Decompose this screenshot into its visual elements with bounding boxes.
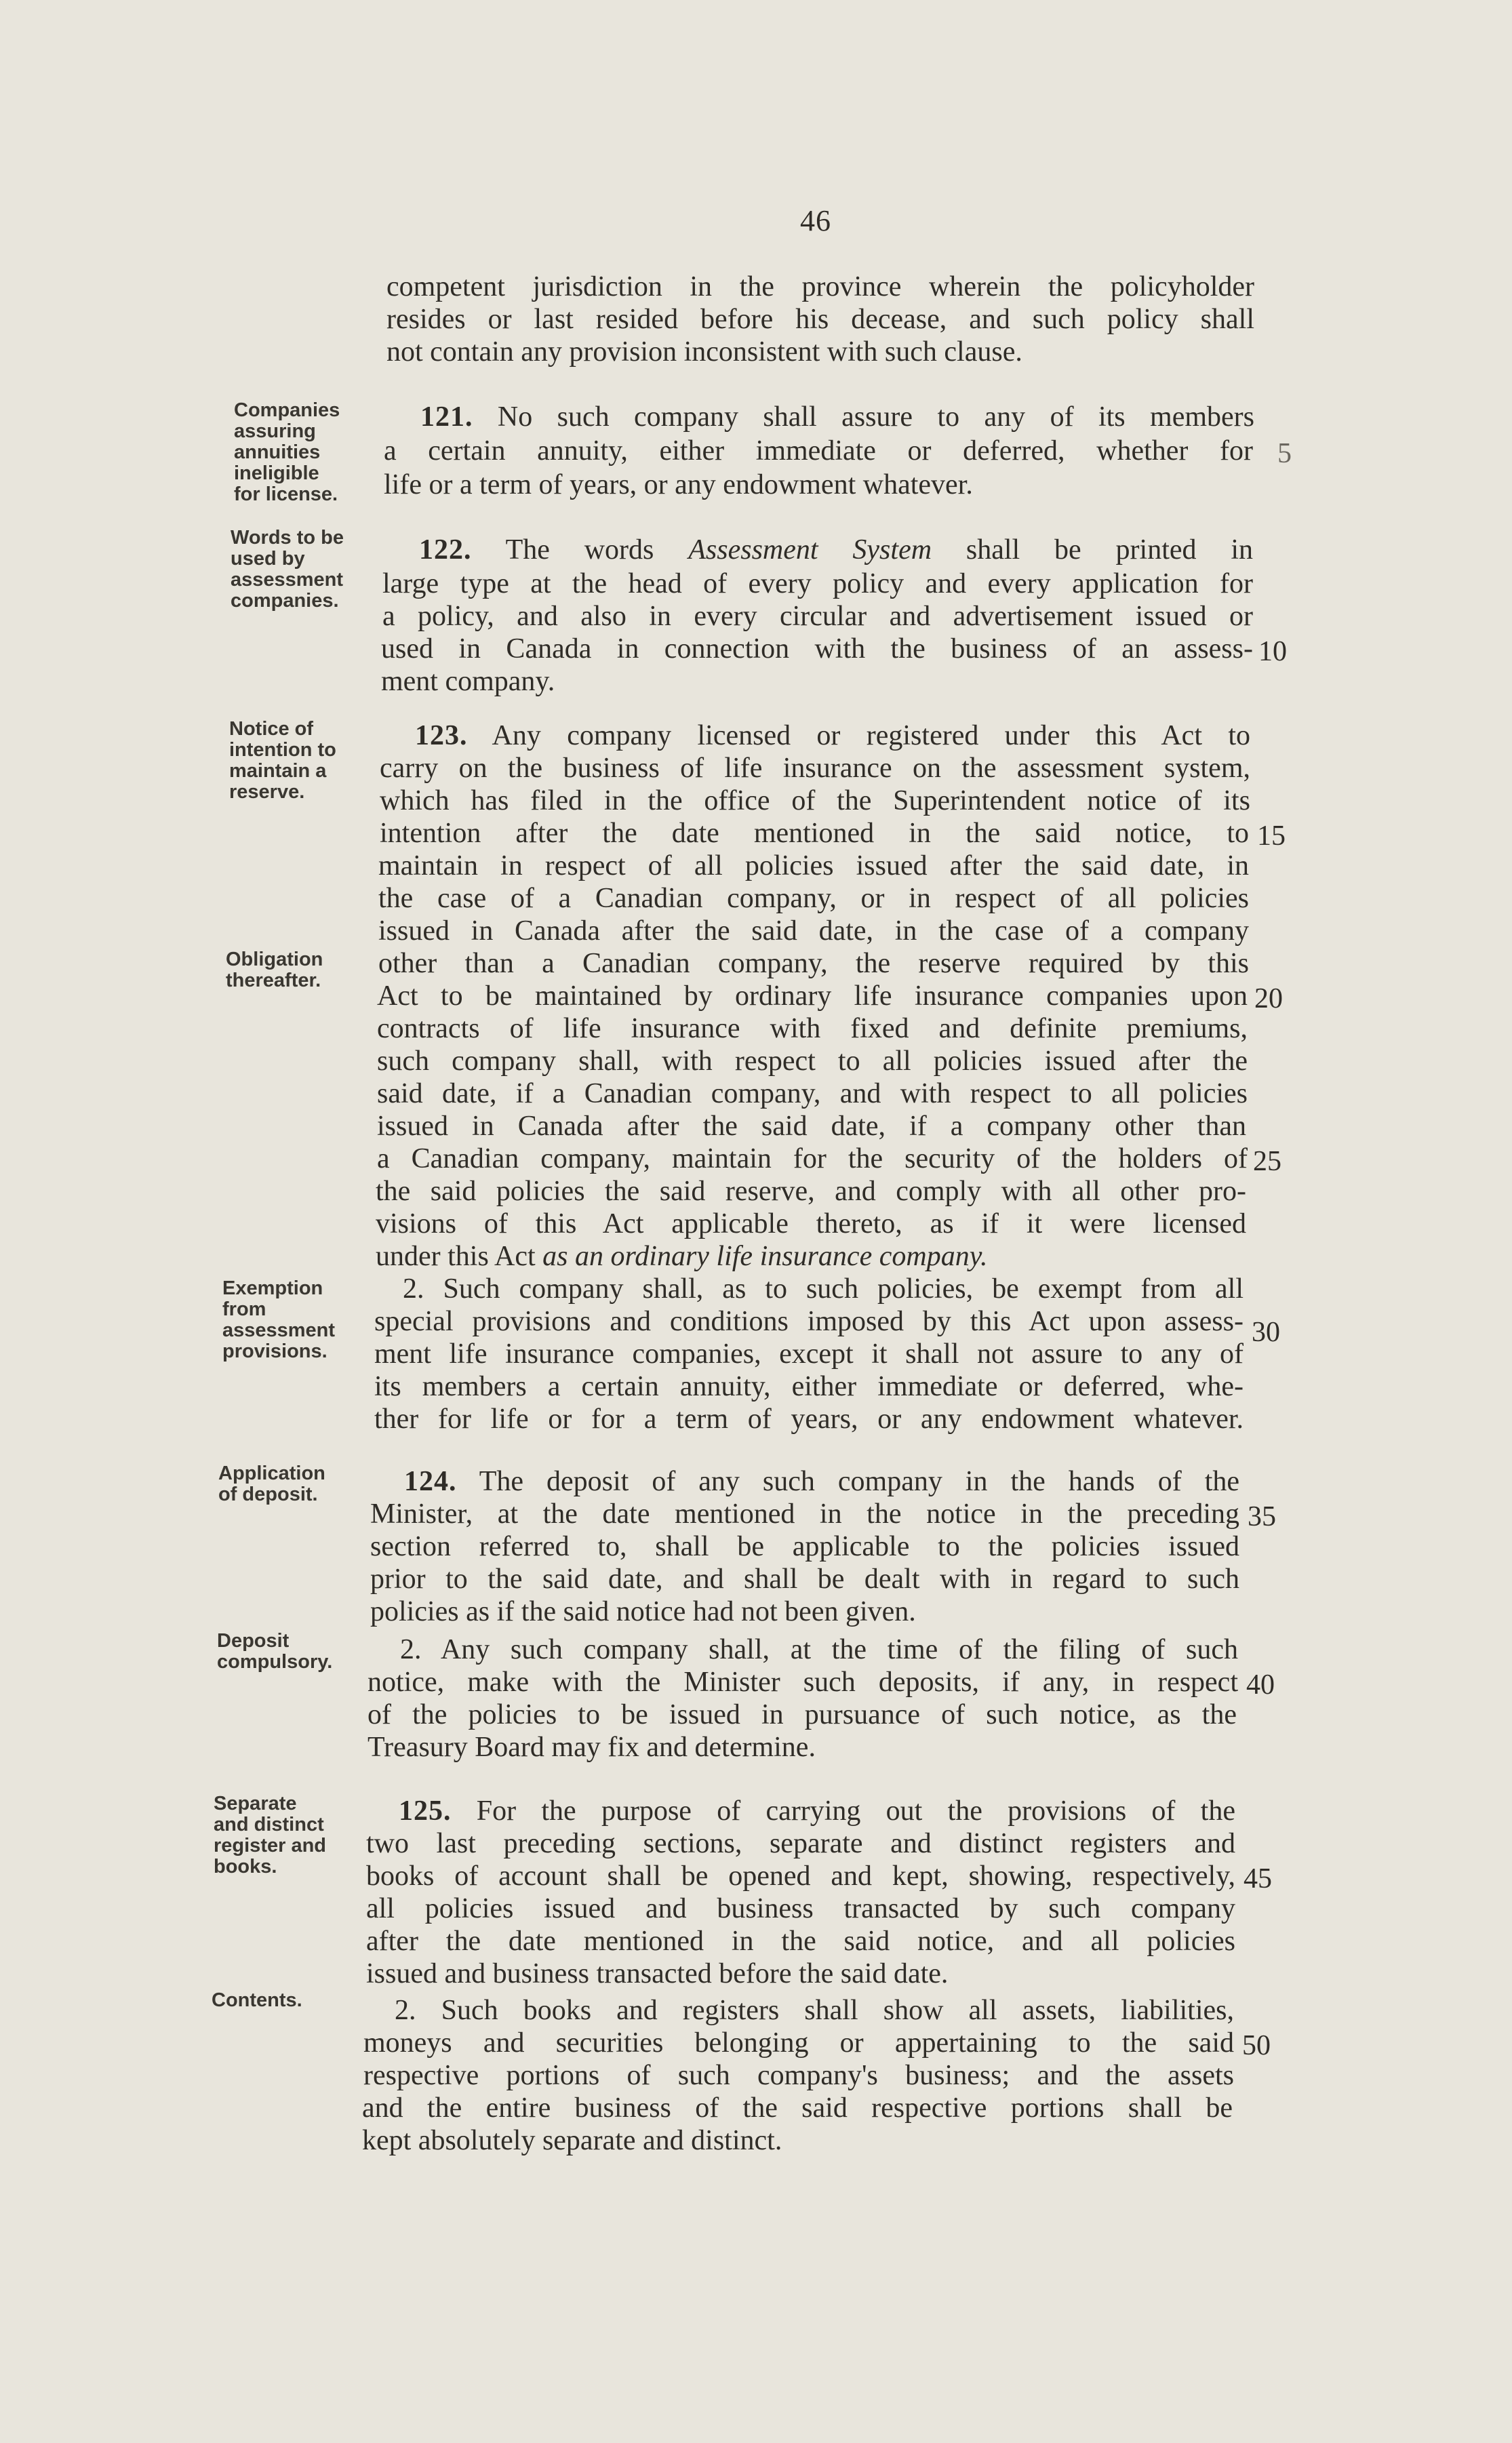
- text-line: notice, make with the Minister such deposits, if any, in respect: [367, 1667, 1238, 1698]
- line-number: 5: [1277, 438, 1292, 469]
- text-line: intention after the date mentioned in the said notice, to: [380, 818, 1249, 849]
- margin-note-obligation-thereafter: Obligation thereafter.: [226, 949, 323, 991]
- line-number: 50: [1242, 2030, 1271, 2061]
- text-line: special provisions and conditions imposed by this Act upon assess-: [374, 1306, 1244, 1337]
- text-line: Minister, at the date mentioned in the notice in the preceding: [370, 1498, 1239, 1530]
- margin-note-words-to-be-used: Words to be used by assessment companies.: [231, 527, 344, 612]
- text-line: and the entire business of the said respective portions shall be: [362, 2092, 1233, 2124]
- margin-note-contents: Contents.: [212, 1989, 302, 2011]
- line-number: 35: [1248, 1501, 1276, 1532]
- text-line: respective portions of such company's business; and the assets: [363, 2060, 1234, 2091]
- text-line: Act to be maintained by ordinary life insurance companies upon: [377, 980, 1248, 1012]
- text-line: used in Canada in connection with the business of an assess-: [381, 633, 1253, 664]
- text-line: maintain in respect of all policies issued after the said date, in: [378, 850, 1249, 881]
- section-number: 125.: [399, 1795, 452, 1827]
- text-line: which has filed in the office of the Superintendent notice of its: [380, 785, 1250, 816]
- text-line: prior to the said date, and shall be dealt with in regard to such: [370, 1564, 1239, 1595]
- section-124-line: 124. The deposit of any such company in the hands of the: [404, 1466, 1239, 1497]
- text-line: of the policies to be issued in pursuance of such notice, as the: [367, 1699, 1237, 1730]
- text-line: said date, if a Canadian company, and with respect to all policies: [377, 1078, 1248, 1109]
- text-line: 2. Any such company shall, at the time of the filing of such: [400, 1634, 1238, 1665]
- text-line: Treasury Board may fix and determine.: [367, 1732, 816, 1763]
- margin-note-notice-of-intention: Notice of intention to maintain a reserve.: [229, 718, 336, 803]
- text-line: 2. Such company shall, as to such policies, be exempt from all: [403, 1273, 1244, 1305]
- text-line: the case of a Canadian company, or in respect of all policies: [378, 883, 1249, 914]
- page-number: 46: [800, 204, 831, 237]
- text-line: kept absolutely separate and distinct.: [362, 2125, 782, 2156]
- line-number: 15: [1257, 820, 1286, 852]
- text-line: ther for life or for a term of years, or any endowment whatever.: [374, 1404, 1244, 1435]
- text-line: two last preceding sections, separate and distinct registers and: [366, 1828, 1235, 1859]
- text-line: other than a Canadian company, the reserve required by this: [378, 948, 1249, 979]
- margin-note-companies-assuring-annuities: Companies assuring annuities ineligible for license.: [234, 399, 340, 505]
- line-number: 20: [1254, 983, 1283, 1014]
- line-number: 45: [1244, 1863, 1272, 1894]
- margin-note-exemption: Exemption from assessment provisions.: [222, 1277, 336, 1362]
- section-125-line: 125. For the purpose of carrying out the provisions of the: [399, 1795, 1235, 1827]
- text-line: books of account shall be opened and kept, showing, respectively,: [366, 1861, 1235, 1892]
- margin-note-deposit-compulsory: Deposit compulsory.: [217, 1630, 333, 1673]
- text-line: ment life insurance companies, except it shall not assure to any of: [374, 1338, 1244, 1370]
- text-line: resides or last resided before his decease, and such policy shall: [386, 304, 1254, 335]
- section-number: 124.: [404, 1466, 457, 1497]
- text-line: policies as if the said notice had not been given.: [370, 1596, 916, 1627]
- text-line: its members a certain annuity, either immediate or deferred, whe-: [374, 1371, 1244, 1402]
- text-line: large type at the head of every policy and every application for: [382, 568, 1253, 599]
- text-line: the said policies the said reserve, and comply with all other pro-: [376, 1176, 1246, 1207]
- line-number: 30: [1252, 1317, 1280, 1348]
- text-line: such company shall, with respect to all policies issued after the: [377, 1046, 1248, 1077]
- text-line: under this Act as an ordinary life insurance company.: [376, 1241, 988, 1272]
- emphasis-text: Assessment System: [688, 534, 932, 565]
- text-line: all policies issued and business transacted by such company: [366, 1893, 1235, 1924]
- text-line: after the date mentioned in the said notice, and all policies: [366, 1926, 1235, 1957]
- margin-note-application-of-deposit: Application of deposit.: [218, 1463, 325, 1505]
- text-line: competent jurisdiction in the province wherein the policyholder: [386, 271, 1254, 302]
- text-line: issued in Canada after the said date, in the case of a company: [378, 915, 1249, 947]
- text-line: carry on the business of life insurance on the assessment system,: [380, 753, 1250, 784]
- line-number: 40: [1246, 1669, 1275, 1701]
- text-line: a policy, and also in every circular and advertisement issued or: [382, 601, 1253, 632]
- section-number: 122.: [419, 534, 472, 565]
- text-line: issued in Canada after the said date, if a company other than: [377, 1111, 1246, 1142]
- section-123-line: 123. Any company licensed or registered under this Act to: [415, 720, 1251, 751]
- text-line: life or a term of years, or any endowment whatever.: [384, 469, 973, 500]
- line-number: 25: [1253, 1146, 1281, 1177]
- text-line: issued and business transacted before the said date.: [366, 1958, 949, 1989]
- emphasis-text: as an ordinary life insurance company.: [542, 1241, 988, 1272]
- text-line: ment company.: [381, 666, 555, 697]
- section-121-line: 121. No such company shall assure to any of its members: [420, 401, 1255, 433]
- text-line: a Canadian company, maintain for the security of the holders of: [377, 1143, 1248, 1174]
- text-line: a certain annuity, either immediate or deferred, whether for: [384, 435, 1253, 466]
- text-line: moneys and securities belonging or appertaining to the said: [363, 2027, 1234, 2059]
- section-number: 123.: [415, 720, 468, 751]
- text-line: 2. Such books and registers shall show all assets, liabilities,: [395, 1995, 1234, 2026]
- section-number: 121.: [420, 401, 473, 433]
- section-122-line: 122. The words Assessment System shall be printed in: [419, 534, 1254, 565]
- text-line: section referred to, shall be applicable to the policies issued: [370, 1531, 1239, 1562]
- line-number: 10: [1258, 636, 1287, 667]
- text-line: not contain any provision inconsistent with such clause.: [386, 336, 1022, 368]
- text-line: visions of this Act applicable thereto, as if it were licensed: [376, 1208, 1246, 1239]
- margin-note-separate-registers: Separate and distinct register and books.: [214, 1793, 326, 1878]
- text-line: contracts of life insurance with fixed and definite premiums,: [377, 1013, 1248, 1044]
